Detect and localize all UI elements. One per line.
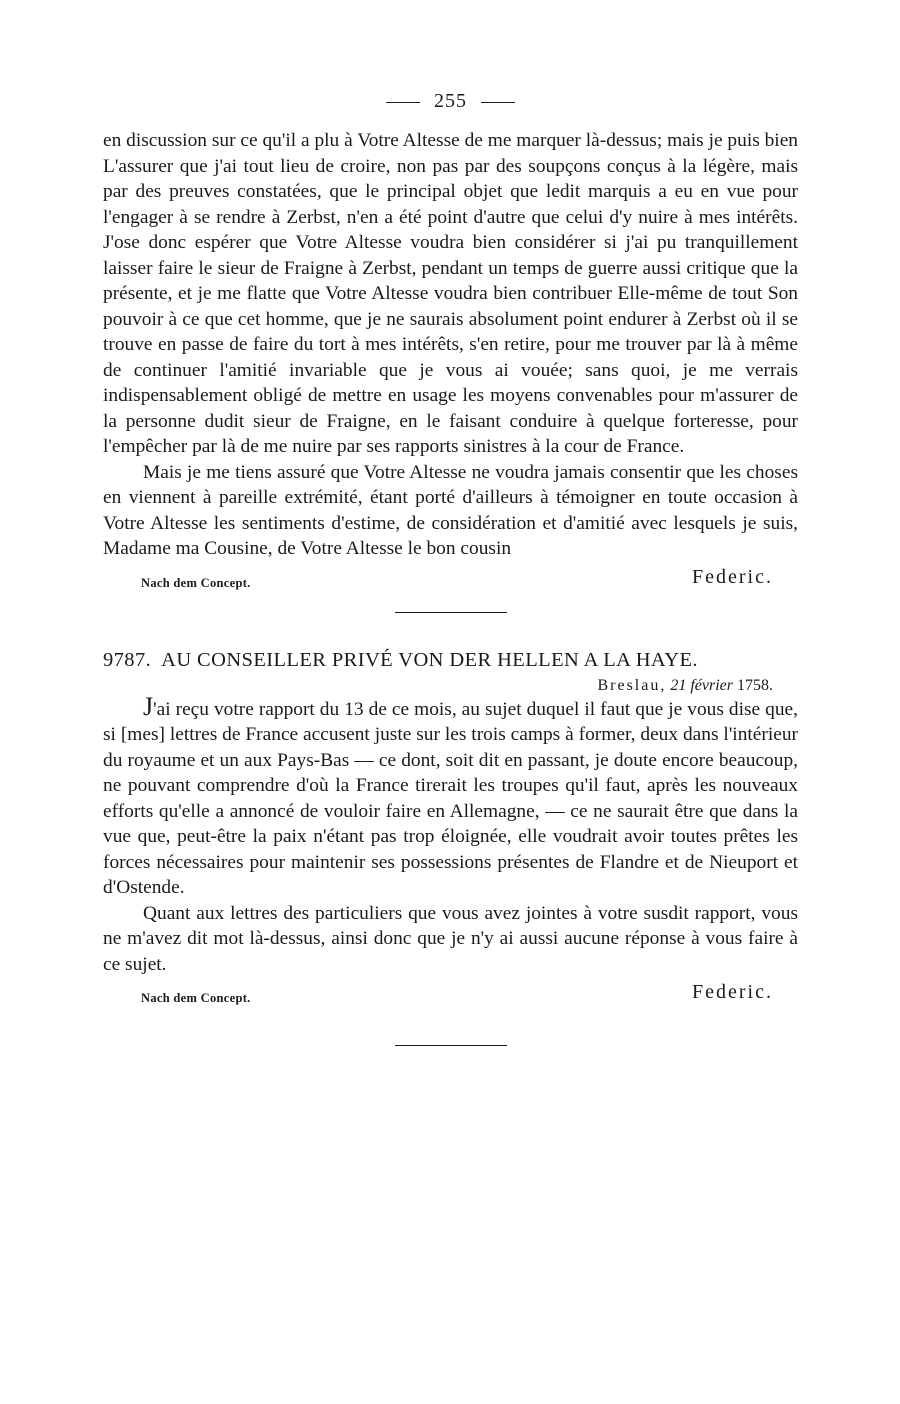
document-page [103, 88, 798, 1046]
source-note: Nach dem Concept. [141, 991, 251, 1005]
section-divider-bottom [395, 1045, 507, 1046]
dateline-place: Breslau, [597, 676, 667, 694]
letter-title: AU CONSEILLER PRIVÉ VON DER HELLEN A LA HAYE. [161, 648, 698, 671]
letter-number: 9787. [103, 648, 152, 671]
page-number-dash-left [386, 102, 420, 103]
page-number: 255 [434, 90, 467, 112]
letter-9787 [103, 647, 798, 1047]
letter-9787-paragraph-1-text: 'ai reçu votre rapport du 13 de ce mois, au sujet duquel il faut que je vous dise que, si [mes] lettres de France accusent juste sur les trois camps à former, deux dans l'intérieur du royaume et un aux Pays-Bas — ce dont, soit dit en passant, je doute encore beaucoup, ne pouvant comprendre d'où la France tirerait les troupes qu'il faut, après les nouveaux efforts qu'elle a annoncé de vouloir faire en Allemagne, — ce ne saurait être que dans la vue que, peut-être la paix n'étant pas trop éloignée, elle voudrait avoir toutes prêtes les forces nécessaires pour maintenir ses possessions présentes de Flandre et de Nieuport et d'Ostende. [103, 698, 798, 898]
dateline-date: 21 février [670, 676, 733, 694]
letter-previous-paragraph-2: Mais je me tiens assuré que Votre Altesse ne voudra jamais consentir que les choses en viennent à pareille extrémité, étant porté d'ailleurs à témoigner en toute occasion à Votre Altesse les sentiments d'estime, de considération et d'amitié avec lesquels je suis, Madame ma Cousine, de Votre Altesse le bon cousin [103, 461, 798, 559]
dateline [103, 675, 773, 697]
page-number-line [103, 88, 798, 114]
letter-previous [103, 128, 798, 613]
letter-previous-paragraph-1: en discussion sur ce qu'il a plu à Votre Altesse de me marquer là-dessus; mais je puis bien L'assurer que j'ai tout lieu de croire, non pas par des soupçons conçus à la légère, mais par des preuves constatées, que le principal objet que ledit marquis a eu en vue pour l'engager à se rendre à Zerbst, n'en a été point d'autre que celui d'y nuire à mes intérêts. J'ose donc espérer que Votre Altesse voudra bien considérer si j'ai pu tranquillement laisser faire le sieur de Fraigne à Zerbst, pendant un temps de guerre aussi critique que la présente, et je me flatte que Votre Altesse voudra bien contribuer Elle-même de tout Son pouvoir à ce que cet homme, que je ne saurais absolument point endurer à Zerbst où il se trouve en passe de faire du tort à mes intérêts, s'en retire, pour me trouver par là à même de continuer l'amitié invariable que je vous ai vouée; sans quoi, je me verrais indispensablement obligé de mettre en usage les moyens convenables pour m'assurer de la personne dudit sieur de Fraigne, en le faisant conduire à quelque forteresse, pour l'empêcher par là de me nuire par ses rapports sinistres à la cour de France. [103, 130, 798, 457]
signature: Federic. [692, 565, 773, 588]
page-number-dash-right [481, 102, 515, 103]
dateline-year: 1758. [737, 676, 773, 694]
drop-cap: J [143, 691, 154, 721]
letter-9787-paragraph-1 [103, 691, 798, 901]
letter-heading [103, 647, 798, 673]
letter-previous-closing [103, 566, 798, 596]
section-divider [395, 612, 507, 613]
letter-9787-paragraph-2: Quant aux lettres des particuliers que vous avez jointes à votre susdit rapport, vous ne m'avez dit mot là-dessus, ainsi donc que je n'y ai aussi aucune réponse à vous faire à ce sujet. [103, 902, 798, 975]
letter-9787-closing [103, 981, 798, 1011]
source-note: Nach dem Concept. [141, 575, 251, 590]
signature: Federic. [692, 981, 773, 1003]
